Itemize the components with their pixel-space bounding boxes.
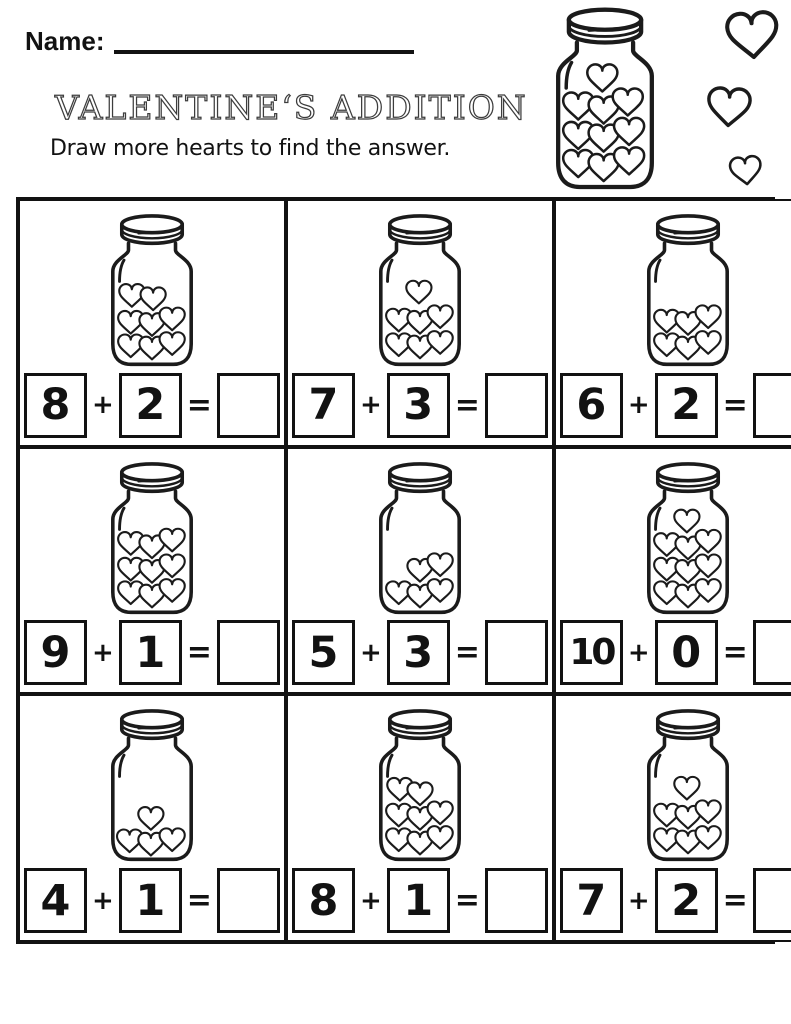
problem-cell	[18, 694, 286, 942]
mason-jar	[632, 707, 744, 866]
addend-b-box: 3	[387, 620, 450, 685]
equals-sign: =	[722, 883, 748, 918]
decor-heart-medium-icon	[705, 85, 753, 133]
plus-sign: +	[359, 390, 382, 421]
addend-b-box: 1	[119, 620, 182, 685]
mason-jar	[96, 212, 208, 371]
plus-sign: +	[359, 885, 382, 916]
plus-sign: +	[627, 885, 650, 916]
problem-cell	[554, 694, 791, 942]
addend-b-box: 1	[387, 868, 450, 933]
decorative-jar	[538, 5, 672, 195]
plus-sign: +	[92, 637, 114, 668]
jar-container	[364, 707, 476, 866]
answer-box[interactable]	[217, 373, 280, 438]
answer-box[interactable]	[485, 868, 548, 933]
equation-row	[292, 373, 548, 438]
equals-sign: =	[186, 635, 212, 671]
problem-cell	[286, 447, 554, 695]
answer-box[interactable]	[753, 868, 791, 933]
equals-sign: =	[722, 635, 748, 671]
equals-sign: =	[454, 635, 480, 671]
plus-sign: +	[359, 637, 382, 668]
problem-cell	[18, 199, 286, 447]
mason-jar	[364, 212, 476, 371]
equation-row	[24, 868, 280, 933]
answer-box[interactable]	[217, 868, 280, 933]
addend-a-box: 5	[292, 620, 355, 685]
page-title: VALENTINE‘S ADDITION	[55, 88, 528, 127]
problem-cell	[554, 447, 791, 695]
mason-jar	[364, 460, 476, 619]
jar-container	[364, 460, 476, 619]
equation-row	[560, 868, 791, 933]
equation-row	[292, 868, 548, 933]
problem-cell	[286, 694, 554, 942]
equation-row	[560, 620, 791, 685]
problems-grid	[16, 197, 775, 944]
mason-jar	[632, 460, 744, 619]
equation-row	[292, 620, 548, 685]
equals-sign: =	[454, 387, 480, 423]
equals-sign: =	[722, 387, 748, 423]
plus-sign: +	[92, 885, 114, 916]
mason-jar	[96, 707, 208, 866]
addend-a-box: 8	[24, 373, 87, 438]
addend-a-box: 7	[292, 373, 355, 438]
jar-container	[96, 707, 208, 866]
decor-heart-small-icon	[727, 153, 764, 191]
answer-box[interactable]	[753, 373, 791, 438]
mason-jar	[364, 707, 476, 866]
answer-box[interactable]	[485, 620, 548, 685]
answer-box[interactable]	[217, 620, 280, 685]
jar-container	[364, 212, 476, 371]
worksheet-header	[0, 0, 791, 197]
plus-sign: +	[627, 390, 650, 421]
equals-sign: =	[454, 883, 480, 918]
addend-b-box: 1	[119, 868, 182, 933]
plus-sign: +	[627, 637, 650, 668]
jar-container	[632, 460, 744, 619]
answer-box[interactable]	[753, 620, 791, 685]
addend-a-box: 9	[24, 620, 87, 685]
mason-jar	[96, 460, 208, 619]
jar-container	[96, 212, 208, 371]
decor-heart-large-icon	[723, 8, 782, 66]
jar-container	[632, 707, 744, 866]
addend-b-box: 0	[655, 620, 718, 685]
addend-b-box: 3	[387, 373, 450, 438]
equation-row	[24, 373, 280, 438]
equation-row	[560, 373, 791, 438]
problem-cell	[286, 199, 554, 447]
name-row	[25, 26, 414, 54]
addend-a-box: 6	[560, 373, 623, 438]
jar-container	[632, 212, 744, 371]
addend-b-box: 2	[119, 373, 182, 438]
addend-a-box: 7	[560, 868, 623, 933]
instructions-text: Draw more hearts to find the answer.	[50, 136, 451, 161]
name-label: Name:	[25, 26, 105, 56]
equals-sign: =	[186, 387, 212, 423]
addend-a-box: 4	[24, 868, 87, 933]
mason-jar	[538, 5, 672, 195]
addend-a-box: 8	[292, 868, 355, 933]
problem-cell	[18, 447, 286, 695]
problem-cell	[554, 199, 791, 447]
equals-sign: =	[186, 883, 212, 918]
addend-b-box: 2	[655, 868, 718, 933]
name-blank-line[interactable]	[114, 26, 414, 54]
addend-a-box: 10	[560, 620, 623, 685]
jar-container	[96, 460, 208, 619]
equation-row	[24, 620, 280, 685]
plus-sign: +	[92, 390, 114, 421]
answer-box[interactable]	[485, 373, 548, 438]
mason-jar	[632, 212, 744, 371]
addend-b-box: 2	[655, 373, 718, 438]
